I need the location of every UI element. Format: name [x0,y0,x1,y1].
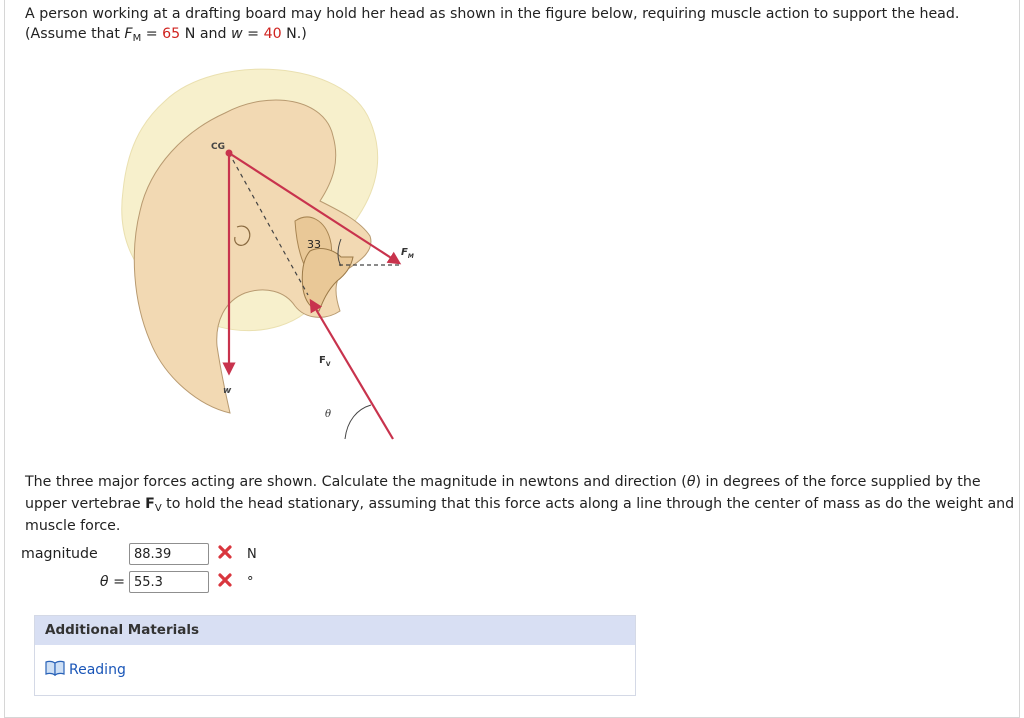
reading-link[interactable] [45,660,126,680]
head-force-diagram [105,61,425,453]
fm-subscript: M [132,33,142,44]
reading-link-label[interactable]: Reading [69,662,126,678]
magnitude-unit: N [247,546,257,562]
intro-sentence: A person working at a drafting board may hold her head as shown in the figure below, requiring muscle action to support the head. [25,6,960,22]
theta-label: θ [325,409,332,420]
incorrect-x-icon [213,545,237,563]
theta-arc [345,405,371,439]
fm-symbol: F [124,26,133,42]
question-text [25,471,1015,537]
question-part-3: to hold the head stationary, assuming that this force acts along a line through the center of mass as do the weight and muscle force. [25,496,1015,534]
w-value: 40 [263,26,282,42]
problem-intro [25,4,1015,44]
additional-materials-panel [34,615,636,696]
theta-symbol: θ [686,474,696,490]
cg-label: CG [211,142,225,152]
question-card [4,0,1020,718]
w-symbol: w [231,26,243,42]
incorrect-x-icon [213,573,237,591]
cg-dot [226,150,233,157]
fv-subscript: V [154,503,162,514]
additional-materials-header: Additional Materials [35,616,635,645]
w-label: w [223,386,232,396]
degree-unit: ° [247,574,254,590]
equals-sign: = [141,26,163,42]
fv-symbol: F [145,496,155,512]
theta-row [21,571,254,593]
book-icon [45,660,65,680]
magnitude-input[interactable] [129,543,209,565]
question-part-1: The three major forces acting are shown. Calculate the magnitude in newtons and direction ( [25,474,687,490]
and-text: N and [180,26,232,42]
units-text: N.) [281,26,307,42]
magnitude-row [21,543,257,565]
question-part-2: ) in degrees of the force supplied by the upper vertebrae [25,474,981,512]
angle-33-label: 33 [307,238,321,251]
theta-label: θ = [99,574,125,590]
theta-input[interactable] [129,571,209,593]
fv-label: $F_V$ [319,355,331,368]
assume-text: (Assume that [25,26,125,42]
fm-value: 65 [162,26,181,42]
fm-label: $F_M$ [401,247,414,260]
magnitude-label: magnitude [21,546,98,562]
equals-sign: = [242,26,264,42]
